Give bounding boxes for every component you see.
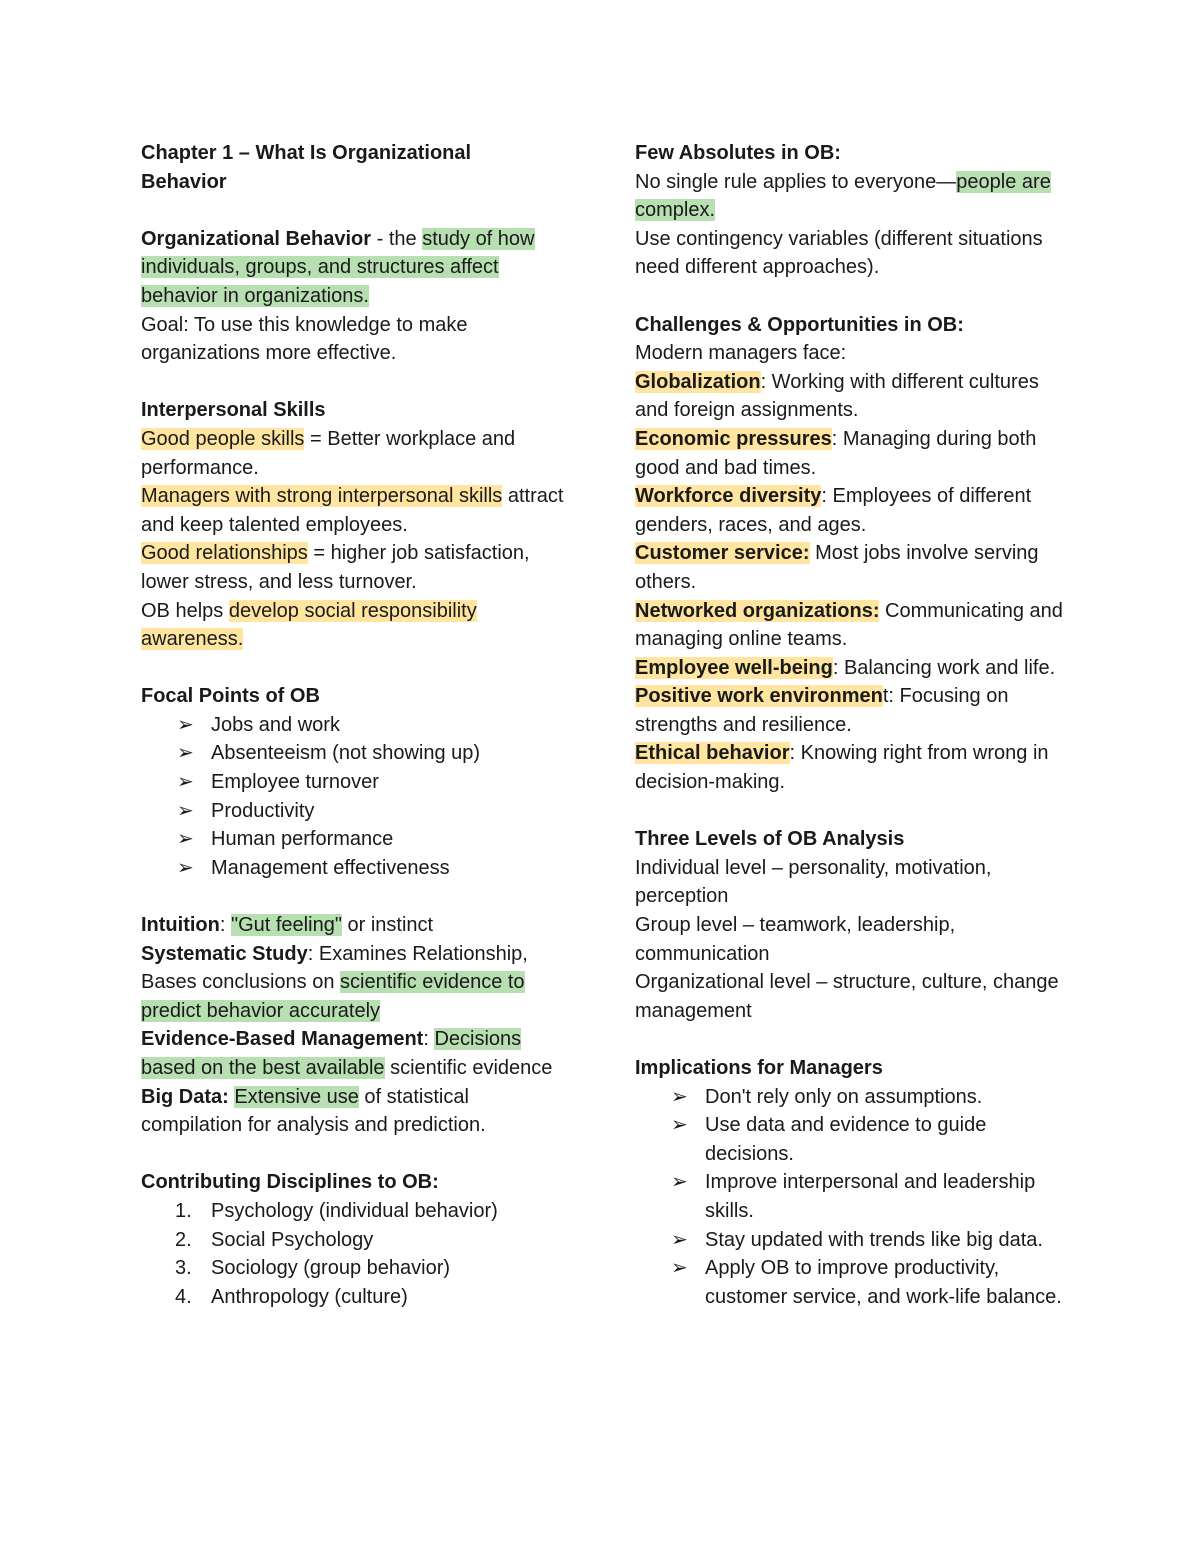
- ob-goal: Goal: To use this knowledge to make organizations more effective.: [141, 313, 468, 365]
- list-item: ➢ Use data and evidence to guide decisions.: [635, 1111, 1075, 1168]
- interpersonal-item: Good people skills = Better workplace and performance.: [141, 427, 516, 479]
- chapter-title: [141, 139, 571, 196]
- chapter-title-line-2: Behavior: [141, 170, 227, 193]
- list-item: ➢ Improve interpersonal and leadership skills.: [635, 1168, 1075, 1225]
- ob-helps-text: OB helps develop social responsibility awareness.: [141, 599, 477, 651]
- arrow-bullet-icon: ➢: [177, 828, 194, 851]
- arrow-bullet-icon: ➢: [671, 1257, 688, 1280]
- ebm-definition: Evidence-Based Management: Decisions based on the best available scientific evidence: [141, 1028, 553, 1079]
- arrow-bullet-icon: ➢: [671, 1114, 688, 1137]
- arrow-bullet-icon: ➢: [177, 742, 194, 765]
- challenge-item: Economic pressures: Managing during both good and bad times.: [635, 427, 1037, 479]
- level-item: Organizational level – structure, culture, change management: [635, 971, 1059, 1022]
- ob-definition: Organizational Behavior - the study of how individuals, groups, and structures affect behavior in organizations.: [141, 227, 535, 307]
- list-item: 3. Sociology (group behavior): [175, 1257, 451, 1280]
- arrow-bullet-icon: ➢: [177, 856, 194, 879]
- few-absolutes-line-2: Use contingency variables (different situations need different approaches).: [635, 227, 1043, 279]
- arrow-bullet-icon: ➢: [671, 1085, 688, 1108]
- challenges-heading: Challenges & Opportunities in OB:: [635, 313, 964, 336]
- challenge-item: Positive work environment: Focusing on strengths and resilience.: [635, 685, 1009, 736]
- list-item: ➢ Productivity: [141, 797, 571, 826]
- challenge-item: Ethical behavior: Knowing right from wrong in decision-making.: [635, 742, 1049, 794]
- focal-points-list: [141, 711, 571, 883]
- levels-heading: Three Levels of OB Analysis: [635, 828, 905, 851]
- arrow-bullet-icon: ➢: [671, 1228, 688, 1251]
- arrow-bullet-icon: ➢: [177, 713, 194, 736]
- level-item: Group level – teamwork, leadership, communication: [635, 914, 956, 965]
- list-item: ➢ Stay updated with trends like big data.: [635, 1226, 1075, 1255]
- right-column: [635, 139, 1075, 1311]
- list-item: ➢ Management effectiveness: [141, 854, 571, 883]
- few-absolutes-line-1: No single rule applies to everyone—people are complex.: [635, 170, 1051, 222]
- ob-definition-highlight: study of how individuals, groups, and structures affect behavior in organizations.: [141, 227, 535, 307]
- arrow-bullet-icon: ➢: [671, 1171, 688, 1194]
- intuition-definition: Intuition: "Gut feeling" or instinct: [141, 914, 434, 937]
- left-column: [141, 139, 571, 1311]
- level-item: Individual level – personality, motivation, perception: [635, 856, 992, 908]
- list-item: 2. Social Psychology: [175, 1228, 374, 1251]
- interpersonal-item: Managers with strong interpersonal skills attract and keep talented employees.: [141, 485, 564, 536]
- list-item: 4. Anthropology (culture): [175, 1285, 408, 1308]
- big-data-definition: Big Data: Extensive use of statistical compilation for analysis and prediction.: [141, 1085, 486, 1137]
- list-item: ➢ Jobs and work: [141, 711, 571, 740]
- list-item: ➢ Absenteeism (not showing up): [141, 739, 571, 768]
- implications-heading: Implications for Managers: [635, 1057, 883, 1079]
- systematic-study-definition: Systematic Study: Examines Relationship, Bases conclusions on scientific evidence to predict behavior accurately: [141, 942, 528, 1022]
- challenge-item: Workforce diversity: Employees of different genders, races, and ages.: [635, 485, 1032, 536]
- list-item: ➢ Human performance: [141, 825, 571, 854]
- list-item: 1. Psychology (individual behavior): [175, 1199, 498, 1222]
- focal-points-heading: Focal Points of OB: [141, 685, 320, 708]
- chapter-title-line-1: Chapter 1 – What Is Organizational: [141, 142, 472, 164]
- arrow-bullet-icon: ➢: [177, 799, 194, 822]
- challenge-item: Customer service: Most jobs involve serving others.: [635, 542, 1039, 593]
- challenge-item: Employee well-being: Balancing work and life.: [635, 656, 1056, 679]
- list-item: ➢ Employee turnover: [141, 768, 571, 797]
- list-item: ➢ Apply OB to improve productivity, customer service, and work-life balance.: [635, 1254, 1075, 1311]
- challenge-item: Networked organizations: Communicating and managing online teams.: [635, 599, 1063, 651]
- interpersonal-heading: Interpersonal Skills: [141, 399, 326, 422]
- challenges-intro: Modern managers face:: [635, 342, 847, 365]
- implications-list: [635, 1083, 1075, 1312]
- challenge-item: Globalization: Working with different cultures and foreign assignments.: [635, 370, 1039, 422]
- disciplines-heading: Contributing Disciplines to OB:: [141, 1171, 439, 1194]
- disciplines-list: [141, 1197, 571, 1311]
- few-absolutes-heading: Few Absolutes in OB:: [635, 142, 841, 164]
- ob-definition-term: Organizational Behavior: [141, 227, 372, 250]
- arrow-bullet-icon: ➢: [177, 771, 194, 794]
- list-item: ➢ Don't rely only on assumptions.: [635, 1083, 1075, 1112]
- interpersonal-item: Good relationships = higher job satisfaction, lower stress, and less turnover.: [141, 542, 530, 593]
